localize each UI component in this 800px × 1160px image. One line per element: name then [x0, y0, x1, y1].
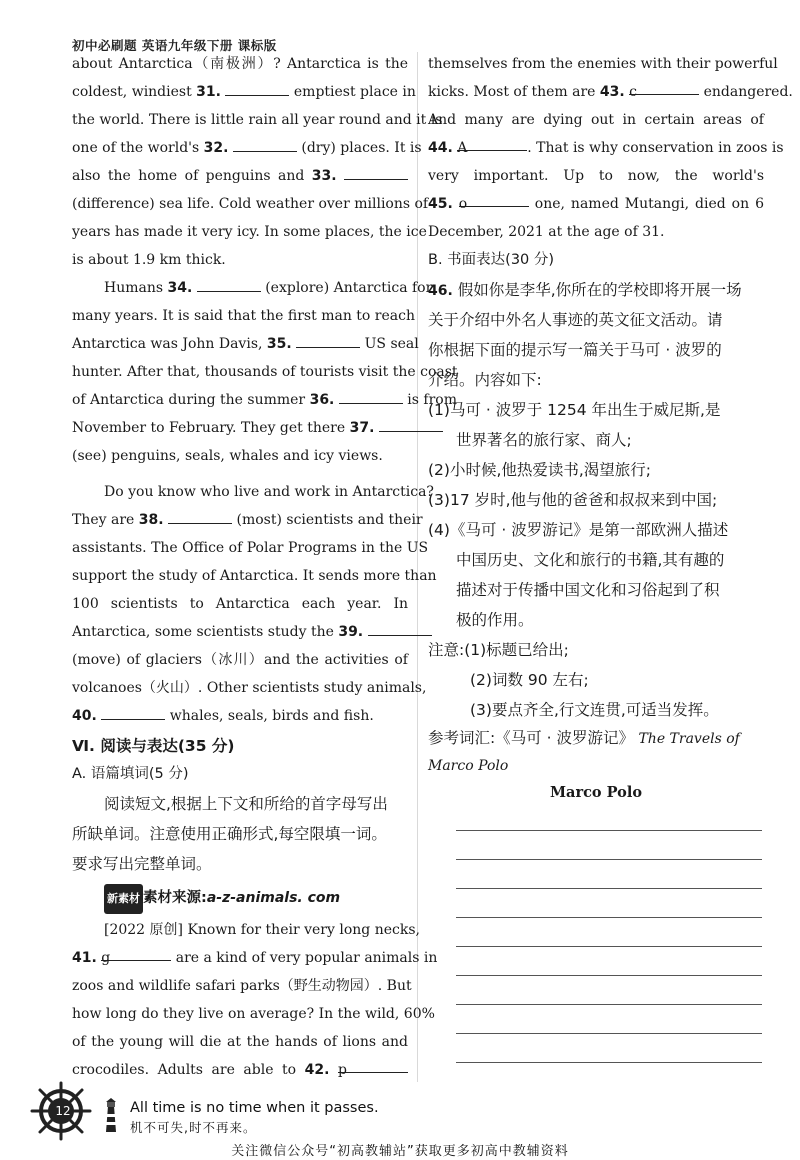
text-line: (difference) sea life. Cold weather over millions of: [72, 196, 429, 212]
writing-line[interactable]: [456, 946, 762, 947]
text-line: 45. o one, named Mutangi, died on 6: [428, 190, 764, 218]
question-number: 43.: [599, 84, 625, 100]
text-line: They are 38. (most) scientists and their: [72, 506, 408, 534]
text-line: [2022 原创] Known for their very long necks,: [104, 922, 420, 938]
answer-blank[interactable]: o: [459, 190, 529, 207]
text-line: the world. There is little rain all year round and it is: [72, 112, 443, 128]
source-site: a-z-animals. com: [206, 890, 341, 906]
writing-line[interactable]: [456, 975, 762, 976]
writing-line[interactable]: [456, 917, 762, 918]
source-line: 新素材 素材来源:a-z-animals. com: [72, 884, 340, 912]
point-line: 世界著名的旅行家、商人;: [456, 431, 632, 449]
instruction-line: 关于介绍中外名人事迹的英文征文活动。请: [428, 311, 723, 329]
text-line: support the study of Antarctica. It sends more than: [72, 568, 437, 584]
answer-blank[interactable]: [296, 331, 360, 348]
point-line: (2)小时候,他热爱读书,渴望旅行;: [428, 461, 652, 479]
page-number: 12: [55, 1104, 71, 1118]
text-line: themselves from the enemies with their powerful: [428, 56, 778, 72]
subsection-heading: B. 书面表达(30 分): [428, 252, 555, 268]
text-line: 44. A . That is why conservation in zoos is: [428, 134, 764, 162]
vocab-line: Marco Polo: [428, 758, 509, 774]
text-line: November to February. They get there 37.: [72, 414, 408, 442]
text-line: Antarctica was John Davis, 35. US seal: [72, 330, 408, 358]
lighthouse-icon: [100, 1098, 122, 1134]
answer-blank[interactable]: p: [338, 1056, 408, 1073]
instruction-line: 介绍。内容如下:: [428, 371, 542, 389]
answer-blank[interactable]: [233, 135, 297, 152]
promo-footer: 关注微信公众号“初高教辅站”获取更多初高中教辅资料: [231, 1144, 569, 1159]
note-line: (2)词数 90 左右;: [470, 671, 589, 689]
text-line: 41. g are a kind of very popular animals in: [72, 944, 408, 972]
point-line: (1)马可 · 波罗于 1254 年出生于威尼斯,是: [428, 401, 721, 419]
instruction-line: 阅读短文,根据上下文和所给的首字母写出: [104, 795, 388, 813]
text-line: Humans 34. (explore) Antarctica for: [72, 274, 408, 302]
text-line: And many are dying out in certain areas of: [428, 112, 764, 128]
text-line: 100 scientists to Antarctica each year. In: [72, 596, 408, 612]
essay-title: Marco Polo: [550, 784, 642, 801]
question-46: 46. 假如你是李华,你所在的学校即将开展一场: [428, 281, 742, 299]
writing-line[interactable]: [456, 1033, 762, 1034]
writing-line[interactable]: [456, 1004, 762, 1005]
question-number: 45.: [428, 196, 453, 212]
running-header: 初中必刷题 英语九年级下册 课标版: [72, 38, 277, 53]
point-line: 极的作用。: [456, 611, 534, 629]
text-line: how long do they live on average? In the wild, 60%: [72, 1006, 435, 1022]
answer-blank[interactable]: [225, 79, 289, 96]
note-line: 注意:(1)标题已给出;: [428, 641, 569, 659]
text-line: (move) of glaciers（冰川）and the activities of: [72, 652, 408, 668]
subsection-heading: A. 语篇填词(5 分): [72, 766, 189, 782]
question-number: 32.: [203, 140, 229, 156]
writing-line[interactable]: [456, 830, 762, 831]
answer-blank[interactable]: A: [457, 134, 527, 151]
question-number: 36.: [309, 392, 335, 408]
text-line: of Antarctica during the summer 36. is from: [72, 386, 408, 414]
point-line: 中国历史、文化和旅行的书籍,其有趣的: [456, 551, 725, 569]
motto-english: All time is no time when it passes.: [130, 1100, 379, 1116]
text-line: crocodiles. Adults are able to 42. p: [72, 1056, 408, 1084]
point-line: 描述对于传播中国文化和习俗起到了积: [456, 581, 720, 599]
answer-blank[interactable]: [368, 619, 432, 636]
instruction-line: 你根据下面的提示写一篇关于马可 · 波罗的: [428, 341, 722, 359]
text-line: many years. It is said that the first man to reach: [72, 308, 415, 324]
answer-blank[interactable]: [101, 703, 165, 720]
question-number: 42.: [304, 1062, 330, 1078]
question-number: 31.: [196, 84, 221, 100]
question-number: 35.: [266, 336, 292, 352]
answer-blank[interactable]: [168, 507, 232, 524]
writing-line[interactable]: [456, 1062, 762, 1063]
text-line: is about 1.9 km thick.: [72, 252, 226, 268]
text-line: one of the world's 32. (dry) places. It is: [72, 134, 408, 162]
new-material-badge: 新素材: [104, 884, 143, 914]
text-line: Antarctica, some scientists study the 39.: [72, 618, 408, 646]
writing-line[interactable]: [456, 859, 762, 860]
point-line: (3)17 岁时,他与他的爸爸和叔叔来到中国;: [428, 491, 718, 509]
text-line: assistants. The Office of Polar Programs in the US: [72, 540, 429, 556]
question-number: 33.: [311, 168, 337, 184]
answer-blank[interactable]: g: [101, 944, 171, 961]
instruction-line: 要求写出完整单词。: [72, 855, 212, 873]
writing-line[interactable]: [456, 888, 762, 889]
question-number: 41.: [72, 950, 97, 966]
vocab-line: 参考词汇:《马可 · 波罗游记》 The Travels of: [428, 729, 740, 747]
text-line: hunter. After that, thousands of tourists visit the coast: [72, 364, 458, 380]
question-number: 37.: [349, 420, 375, 436]
motto-chinese: 机不可失,时不再来。: [130, 1120, 257, 1135]
point-line: (4)《马可 · 波罗游记》是第一部欧洲人描述: [428, 521, 729, 539]
section-heading: Ⅵ. 阅读与表达(35 分): [72, 737, 235, 755]
text-line: December, 2021 at the age of 31.: [428, 224, 665, 240]
answer-blank[interactable]: [197, 275, 261, 292]
text-line: about Antarctica（南极洲）? Antarctica is the: [72, 56, 408, 72]
text-line: zoos and wildlife safari parks（野生动物园）. But: [72, 978, 412, 994]
answer-blank[interactable]: [339, 387, 403, 404]
question-number: 40.: [72, 708, 97, 724]
note-line: (3)要点齐全,行文连贯,可适当发挥。: [470, 701, 719, 719]
text-line: Do you know who live and work in Antarctica?: [104, 484, 434, 500]
text-line: kicks. Most of them are 43. c endangered.: [428, 78, 764, 106]
text-line: coldest, windiest 31. emptiest place in: [72, 78, 408, 106]
answer-blank[interactable]: [344, 163, 408, 180]
text-line: of the young will die at the hands of lions and: [72, 1034, 408, 1050]
question-number: 34.: [167, 280, 193, 296]
question-number: 39.: [338, 624, 364, 640]
text-line: (see) penguins, seals, whales and icy views.: [72, 448, 383, 464]
instruction-line: 所缺单词。注意使用正确形式,每空限填一词。: [72, 825, 387, 843]
text-line: 40. whales, seals, birds and fish.: [72, 702, 374, 730]
text-line: volcanoes（火山）. Other scientists study animals,: [72, 680, 427, 696]
question-number: 38.: [138, 512, 164, 528]
question-number: 46.: [428, 283, 453, 299]
question-number: 44.: [428, 140, 453, 156]
text-line: also the home of penguins and 33.: [72, 162, 408, 190]
text-line: very important. Up to now, the world's: [428, 168, 764, 184]
answer-blank[interactable]: c: [629, 78, 699, 95]
text-line: years has made it very icy. In some places, the ice: [72, 224, 427, 240]
